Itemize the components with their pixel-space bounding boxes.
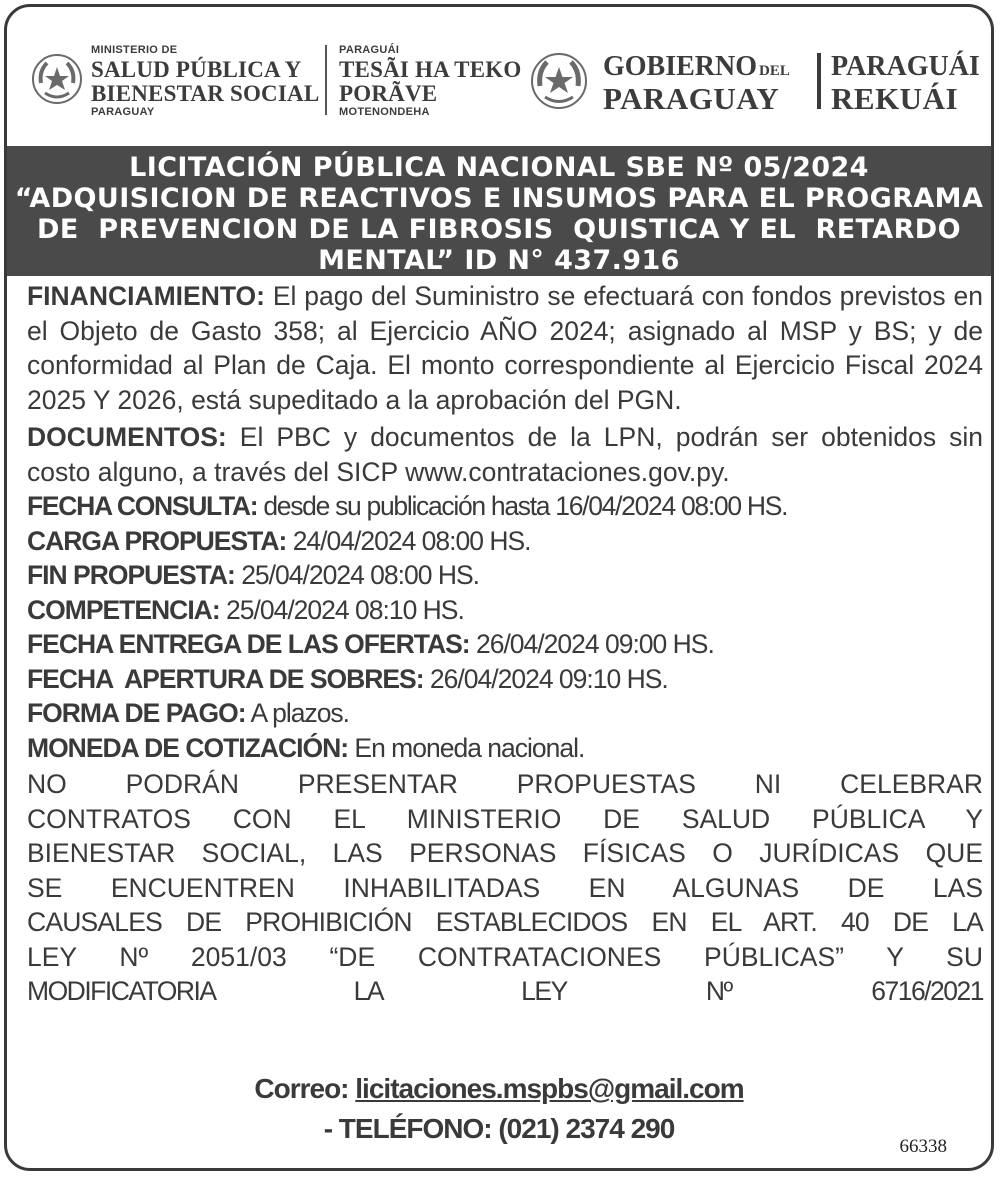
notice-line: NO PODRÁN PRESENTAR PROPUESTAS NI CELEBRAR (27, 769, 983, 799)
schedule-value: 26/04/2024 09:10 HS. (423, 663, 668, 694)
schedule-row (27, 662, 983, 697)
ministry-line2: SALUD PÚBLICA Y (91, 57, 302, 82)
contact-phone: - TELÉFONO: (021) 2374 290 (323, 1113, 675, 1144)
ministry-line4: PARAGUAY (91, 106, 155, 118)
guarani-line2: TESÃI HA TEKO (339, 57, 522, 82)
header-logos (7, 7, 997, 145)
notice-line: SE ENCUENTREN INHABILITADAS EN ALGUNAS DE LAS (27, 872, 983, 903)
rekuai-line1: PARAGUÁI (831, 51, 980, 82)
ministry-logo-text (91, 45, 319, 118)
financiamiento-label: FINANCIAMIENTO: (27, 281, 265, 311)
schedule-row (27, 524, 983, 559)
schedule-value: A plazos. (245, 698, 350, 728)
title-line3: DE PREVENCION DE LA FIBROSIS QUISTICA Y EL RETARDO (37, 214, 961, 245)
schedule-row (27, 489, 983, 524)
documentos-label: DOCUMENTOS: (27, 422, 227, 452)
rekuai-line2: REKUÁI (831, 81, 959, 116)
rekuai-logo-text (831, 53, 980, 114)
contact-email-row (7, 1073, 991, 1105)
ministry-seal-icon (31, 53, 83, 105)
schedule-label: FORMA DE PAGO: (27, 698, 246, 728)
government-logo-text (603, 53, 790, 114)
notice-line: CONTRATOS CON EL MINISTERIO DE SALUD PÚBLICA Y (27, 803, 983, 834)
reference-number: 66338 (899, 1136, 947, 1157)
government-line2: PARAGUAY (603, 81, 780, 116)
schedule-label: FIN PROPUESTA: (27, 560, 235, 590)
schedule-label: FECHA CONSULTA: (27, 491, 258, 521)
schedule-label: CARGA PROPUESTA: (27, 525, 287, 556)
title-bar (7, 146, 991, 276)
documentos-text: El PBC y documentos de la LPN, podrán ser obtenidos sin costo alguno, a través del SICP www.contrataciones.gov.py. (27, 422, 983, 487)
guarani-line4: MOTENONDEHA (339, 106, 430, 118)
schedule-row (27, 696, 983, 731)
schedule-value: 26/04/2024 09:00 HS. (469, 629, 714, 659)
guarani-line1: PARAGUÁI (339, 44, 400, 56)
schedule-row (27, 558, 983, 593)
documentos-paragraph (27, 420, 983, 489)
government-del: DEL (759, 63, 790, 79)
schedule-value: 25/04/2024 08:10 HS. (219, 594, 464, 625)
title-line2: “ADQUISICION DE REACTIVOS E INSUMOS PARA EL PROGRAMA (14, 183, 984, 214)
schedule-value: 24/04/2024 08:00 HS. (286, 525, 531, 556)
government-seal-icon (529, 51, 589, 111)
guarani-logo-text (339, 45, 521, 118)
schedule-value: desde su publicación hasta 16/04/2024 08:00 HS. (257, 491, 788, 521)
notice-line: CAUSALES DE PROHIBICIÓN ESTABLECIDOS EN EL ART. 40 DE LA (27, 907, 983, 937)
schedule-label: FECHA ENTREGA DE LAS OFERTAS: (27, 629, 470, 659)
ministry-line3: BIENESTAR SOCIAL (91, 81, 320, 106)
schedule-value: En moneda nacional. (348, 732, 585, 763)
email-label: Correo: (254, 1073, 356, 1104)
header-divider (325, 45, 327, 115)
notice-line: MODIFICATORIA LA LEY Nº 6716/2021 (27, 976, 983, 1006)
financiamiento-paragraph (27, 279, 983, 417)
notice-frame (4, 4, 994, 1171)
prohibition-notice (27, 767, 983, 1009)
guarani-line3: PORÃVE (339, 81, 438, 106)
email-link[interactable]: licitaciones.mspbs@gmail.com (355, 1073, 744, 1104)
schedule-label: COMPETENCIA: (27, 594, 220, 625)
schedule-label: MONEDA DE COTIZACIÓN: (27, 732, 349, 763)
schedule-value: 25/04/2024 08:00 HS. (234, 560, 480, 590)
schedule-row (27, 593, 983, 628)
title-line1: LICITACIÓN PÚBLICA NACIONAL SBE Nº 05/2024 (129, 152, 869, 183)
government-divider (817, 53, 821, 109)
schedule-label: FECHA APERTURA DE SOBRES: (27, 663, 424, 694)
title-line4: MENTAL” ID N° 437.916 (318, 245, 680, 276)
government-line1: GOBIERNO (603, 51, 758, 82)
financiamiento-text: El pago del Suministro se efectuará con fondos previstos en el Objeto de Gasto 358; al Ejercicio AÑO 2024; asignado al MSP y BS; y de conformidad al Plan de Caja. El monto correspondiente al Ejercicio Fiscal 2024 2025 Y 2026, está supeditado a la aprobación del PGN. (27, 281, 983, 415)
schedule-row (27, 627, 983, 662)
ministry-line1: MINISTERIO DE (91, 44, 178, 56)
schedule-row (27, 731, 983, 766)
notice-line: BIENESTAR SOCIAL, LAS PERSONAS FÍSICAS O JURÍDICAS QUE (27, 838, 983, 868)
notice-body (27, 279, 983, 1009)
notice-line: LEY Nº 2051/03 “DE CONTRATACIONES PÚBLICAS” Y SU (27, 941, 983, 972)
